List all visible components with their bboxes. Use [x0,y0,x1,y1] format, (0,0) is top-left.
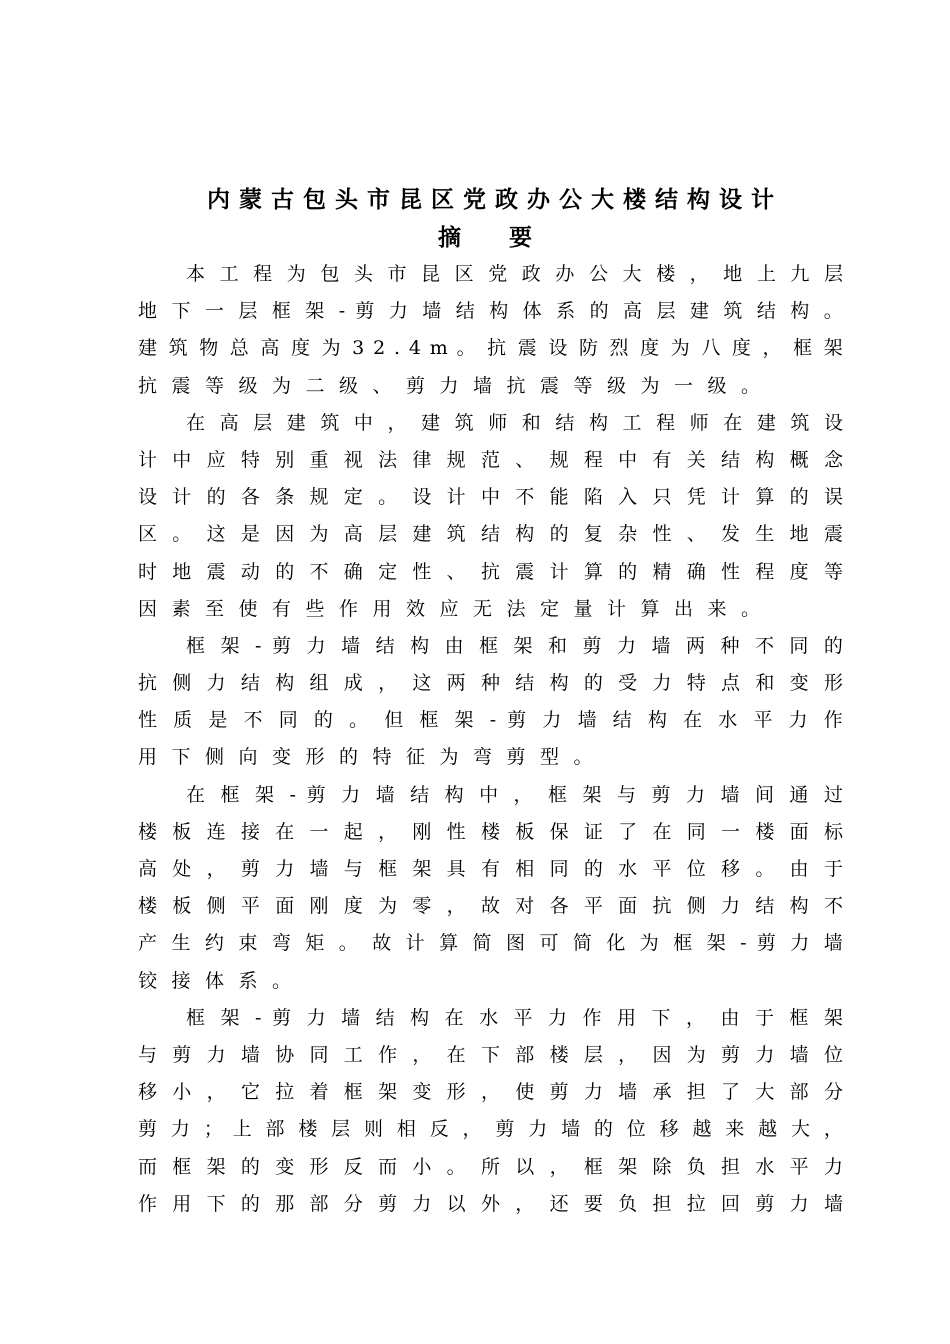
text-line: 用下侧向变形的特征为弯剪型。 [138,746,608,769]
text-line: 剪 力 ； 上 部 楼 层 则 相 反 ， 剪 力 墙 的 位 移 越 来 越 大 ， [138,1118,843,1141]
text-line: 抗震等级为二级、剪力墙抗震等级为一级。 [138,374,775,397]
text-line: 在 框 架 - 剪 力 墙 结 构 中 ， 框 架 与 剪 力 墙 间 通 过 [186,783,843,806]
text-line: 与 剪 力 墙 协 同 工 作 ， 在 下 部 楼 层 ， 因 为 剪 力 墙 位 [138,1043,843,1066]
text-line: 设 计 的 各 条 规 定 。 设 计 中 不 能 陷 入 只 凭 计 算 的 误 [138,486,843,509]
text-line: 产 生 约 束 弯 矩 。 故 计 算 简 图 可 简 化 为 框 架 - 剪 力 墙 [138,932,843,955]
text-line: 本 工 程 为 包 头 市 昆 区 党 政 办 公 大 楼 ， 地 上 九 层 [186,263,843,285]
text-line: 地 下 一 层 框 架 - 剪 力 墙 结 构 体 系 的 高 层 建 筑 结 构 。 [138,300,843,323]
text-line: 框 架 - 剪 力 墙 结 构 由 框 架 和 剪 力 墙 两 种 不 同 的 [186,634,843,657]
text-line: 高 处 ， 剪 力 墙 与 框 架 具 有 相 同 的 水 平 位 移 。 由 于 [138,858,843,880]
document-title: 内蒙古包头市昆区党政办公大楼结构设计 [207,186,783,213]
abstract-body [138,256,843,1223]
text-line: 时 地 震 动 的 不 确 定 性 、 抗 震 计 算 的 精 确 性 程 度 等 [138,560,843,583]
text-line: 因素至使有些作用效应无法定量计算出来。 [138,597,775,620]
text-line: 移 小 ， 它 拉 着 框 架 变 形 ， 使 剪 力 墙 承 担 了 大 部 分 [138,1081,843,1104]
text-line: 楼 板 连 接 在 一 起 ， 刚 性 楼 板 保 证 了 在 同 一 楼 面 标 [138,820,843,843]
text-line: 计 中 应 特 别 重 视 法 律 规 范 、 规 程 中 有 关 结 构 概 念 [138,448,843,471]
text-line: 区 。 这 是 因 为 高 层 建 筑 结 构 的 复 杂 性 、 发 生 地 震 [138,523,843,546]
text-line: 而 框 架 的 变 形 反 而 小 。 所 以 ， 框 架 除 负 担 水 平 力 [138,1155,843,1178]
text-line: 建 筑 物 总 高 度 为 3 2 . 4 m 。 抗 震 设 防 烈 度 为 八 度 ， 框 架 [138,337,843,360]
text-line: 作 用 下 的 那 部 分 剪 力 以 外 ， 还 要 负 担 拉 回 剪 力 墙 [138,1192,843,1215]
text-line: 框 架 - 剪 力 墙 结 构 在 水 平 力 作 用 下 ， 由 于 框 架 [186,1006,843,1029]
text-line: 在 高 层 建 筑 中 ， 建 筑 师 和 结 构 工 程 师 在 建 筑 设 [186,411,843,434]
abstract-heading: 摘 要 [437,224,552,251]
text-line: 铰接体系。 [138,969,306,992]
text-line: 抗 侧 力 结 构 组 成 ， 这 两 种 结 构 的 受 力 特 点 和 变 形 [138,672,843,695]
text-line: 楼 板 侧 平 面 刚 度 为 零 ， 故 对 各 平 面 抗 侧 力 结 构 不 [138,895,843,918]
text-line: 性 质 是 不 同 的 。 但 框 架 - 剪 力 墙 结 构 在 水 平 力 作 [138,709,843,732]
